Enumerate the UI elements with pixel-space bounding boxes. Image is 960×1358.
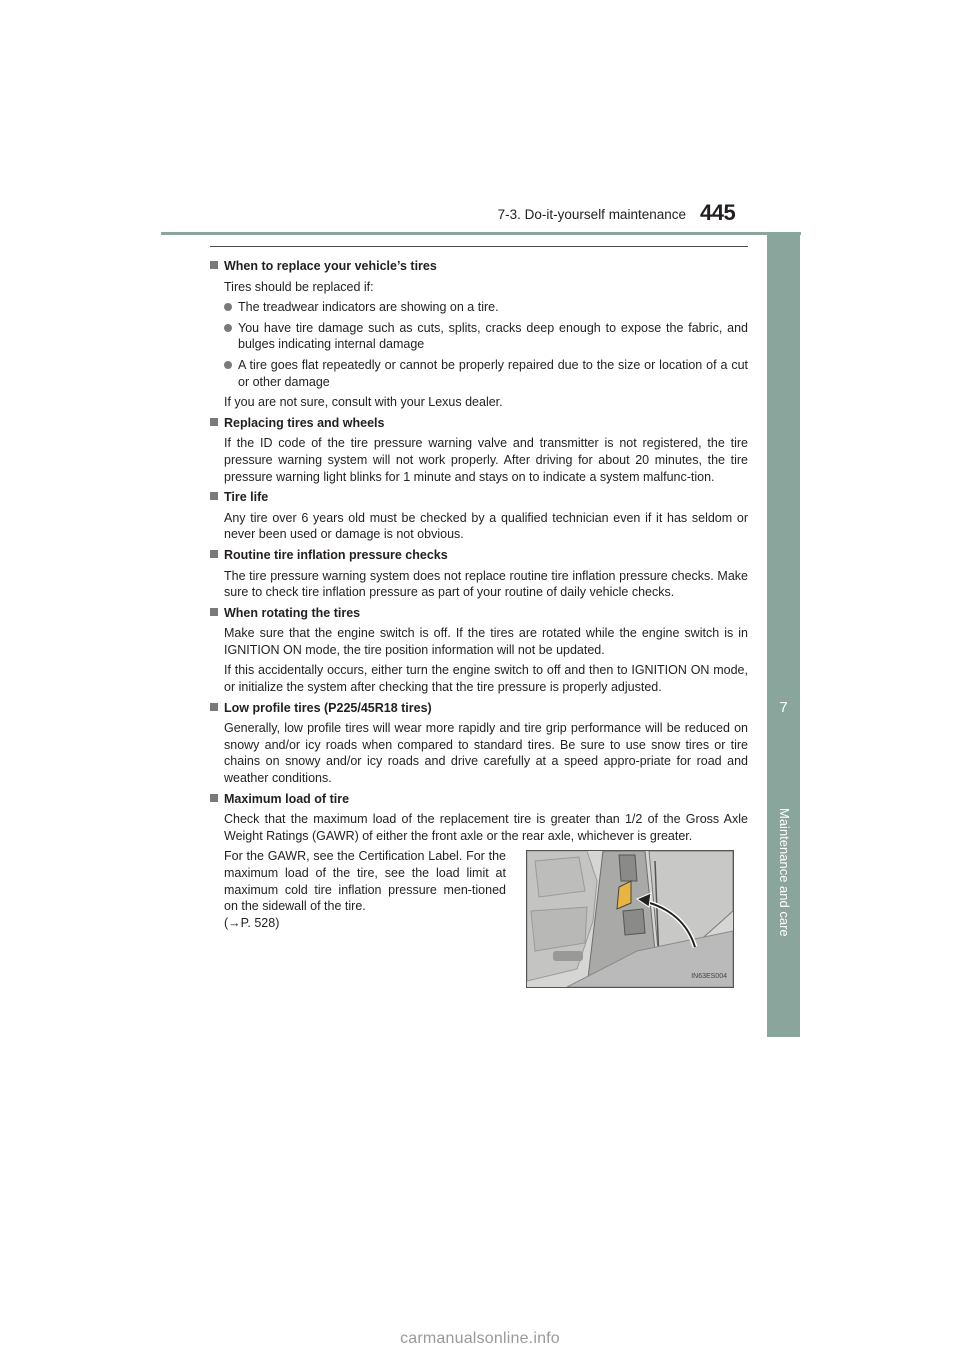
header-rule	[161, 232, 801, 235]
list-item: You have tire damage such as cuts, splits, cracks deep enough to expose the fabric, and bulges indicating internal damage	[210, 320, 748, 353]
section-title: Tire life	[210, 489, 748, 506]
paragraph: Check that the maximum load of the replacement tire is greater than 1/2 of the Gross Axle Weight Ratings (GAWR) of either the front axle or the rear axle, whichever is greater.	[224, 812, 748, 843]
section-title: Low profile tires (P225/45R18 tires)	[210, 700, 748, 717]
watermark-url: carmanualsonline.info	[400, 1330, 560, 1347]
chapter-tab[interactable]	[767, 234, 800, 1037]
square-bullet-icon	[210, 794, 218, 802]
section-title: Maximum load of tire	[210, 791, 748, 808]
figure-code: IN63ES004	[691, 972, 727, 980]
paragraph: The tire pressure warning system does not replace routine tire inflation pressure checks. Make sure to check tire inflation pressure as part of your routine of daily vehicle checks.	[224, 568, 748, 600]
door-pillar-label-illustration	[526, 850, 734, 988]
paragraph: Make sure that the engine switch is off. If the tires are rotated while the engine switch is in IGNITION ON mode, the tire position information will not be updated.	[224, 626, 748, 657]
section-low-profile	[210, 700, 748, 787]
paragraph: If this accidentally occurs, either turn the engine switch to off and then to IGNITION ON mode, or initialize the system after checking that the tire pressure is properly adjusted.	[224, 663, 748, 695]
square-bullet-icon	[210, 261, 218, 269]
page-reference-link[interactable]: (→P. 528)	[224, 915, 280, 930]
paragraph: If the ID code of the tire pressure warning valve and transmitter is not registered, the tire pressure warning system will not work properly. After driving for about 20 minutes, the tire pressure warning light blinks for 1 minute and stays on to indicate a system malfunc-tion.	[224, 436, 748, 484]
section-maximum-load	[210, 791, 748, 989]
section-replacing-tires	[210, 415, 748, 485]
running-header: 7-3. Do-it-yourself maintenance	[497, 207, 686, 222]
page-content	[210, 258, 748, 991]
square-bullet-icon	[210, 492, 218, 500]
paragraph: Any tire over 6 years old must be checked by a qualified technician even if it has seldom or never been used or damage is not obvious.	[224, 510, 748, 542]
section-title: Routine tire inflation pressure checks	[210, 547, 748, 564]
circle-bullet-icon	[224, 361, 232, 369]
chapter-number: 7	[779, 699, 788, 716]
circle-bullet-icon	[224, 324, 232, 332]
section-when-to-replace	[210, 258, 748, 411]
door-illustration-icon	[527, 851, 733, 987]
section-title: When to replace your vehicle’s tires	[210, 258, 748, 275]
paragraph: For the GAWR, see the Certification Label. For the maximum load of the tire, see the load limit at maximum cold tire inflation pressure men-tioned on the sidewall of the tire. (→P. 528)	[224, 849, 506, 930]
gawr-block	[210, 848, 748, 988]
paragraph: Generally, low profile tires will wear more rapidly and tire grip performance will be reduced on snowy and/or icy roads when compared to standard tires. Be sure to use snow tires or tire chains on snowy and/or icy roads and drive carefully at a speed appro-priate for road and weather conditions.	[224, 721, 748, 786]
square-bullet-icon	[210, 550, 218, 558]
section-routine-checks	[210, 547, 748, 601]
chapter-title: Maintenance and care	[777, 808, 792, 937]
section-tire-life	[210, 489, 748, 543]
content-divider	[210, 246, 748, 247]
paragraph: Tires should be replaced if:	[224, 279, 374, 294]
section-title: Replacing tires and wheels	[210, 415, 748, 432]
section-rotating-tires	[210, 605, 748, 696]
paragraph: If you are not sure, consult with your Lexus dealer.	[224, 395, 503, 410]
square-bullet-icon	[210, 418, 218, 426]
section-title: When rotating the tires	[210, 605, 748, 622]
square-bullet-icon	[210, 608, 218, 616]
circle-bullet-icon	[224, 303, 232, 311]
list-item: The treadwear indicators are showing on a tire.	[210, 299, 748, 316]
page-number: 445	[700, 200, 736, 225]
list-item: A tire goes flat repeatedly or cannot be properly repaired due to the size or location of a cut or other damage	[210, 357, 748, 390]
square-bullet-icon	[210, 703, 218, 711]
